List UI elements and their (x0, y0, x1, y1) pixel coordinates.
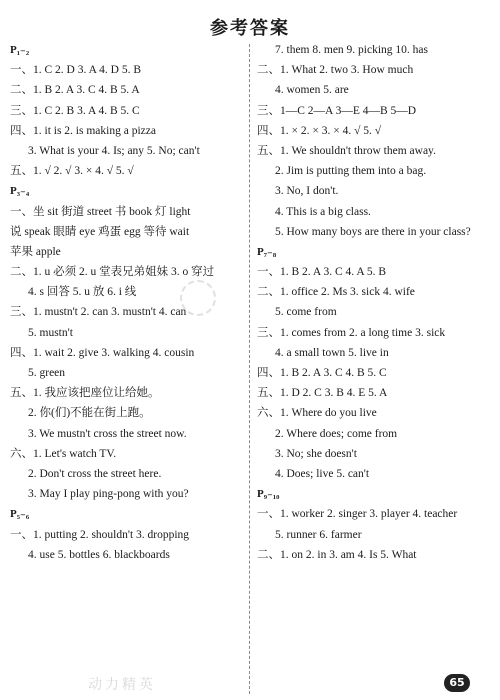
section-page-label: P₉₋₁₀ (257, 488, 280, 501)
answer-line: 3. No, I don't. (275, 185, 339, 198)
answer-line: 3. May I play ping-pong with you? (28, 488, 189, 501)
answer-line: 4. This is a big class. (275, 205, 371, 218)
answer-line: 四、1. it is 2. is making a pizza (10, 124, 156, 137)
answer-line: 说 speak 眼睛 eye 鸡蛋 egg 等待 wait (10, 225, 190, 238)
answer-line: 2. Where does; come from (275, 427, 398, 440)
page-number-badge: 65 (444, 674, 470, 692)
answer-line: 一、1. worker 2. singer 3. player 4. teacher (257, 508, 458, 521)
answer-line: 3. We mustn't cross the street now. (28, 427, 187, 440)
answer-line: 一、1. C 2. D 3. A 4. D 5. B (10, 64, 141, 77)
faint-stamp-icon (180, 280, 216, 316)
answer-line: 4. use 5. bottles 6. blackboards (28, 548, 170, 561)
answer-line: 五、1. We shouldn't throw them away. (257, 144, 436, 157)
answer-line: 4. Does; live 5. can't (275, 467, 370, 480)
answer-line: 三、1—C 2—A 3—E 4—B 5—D (257, 104, 417, 117)
answer-line: 五、1. 我应该把座位让给她。 (10, 387, 160, 400)
answer-line: 二、1. What 2. two 3. How much (257, 64, 414, 77)
answer-line: 二、1. u 必须 2. u 堂表兄弟姐妹 3. o 穿过 (10, 266, 215, 279)
right-answer-column (257, 40, 497, 565)
answer-line: 五、1. D 2. C 3. B 4. E 5. A (257, 387, 388, 400)
answer-line: 四、1. × 2. × 3. × 4. √ 5. √ (257, 124, 382, 137)
answer-line: 五、1. √ 2. √ 3. × 4. √ 5. √ (10, 165, 134, 178)
answer-line: 4. s 回答 5. u 放 6. i 线 (28, 286, 137, 299)
answer-line: 2. Don't cross the street here. (28, 467, 162, 480)
answer-line: 四、1. wait 2. give 3. walking 4. cousin (10, 346, 195, 359)
answer-line: 三、1. mustn't 2. can 3. mustn't 4. can (10, 306, 187, 319)
answer-line: 二、1. B 2. A 3. C 4. B 5. A (10, 84, 140, 97)
answer-line: 一、坐 sit 街道 street 书 book 灯 light (10, 205, 191, 218)
answer-line: 一、1. putting 2. shouldn't 3. dropping (10, 528, 190, 541)
answer-line: 5. green (28, 367, 66, 379)
section-page-label: P₅₋₆ (10, 508, 30, 521)
answer-line: 5. runner 6. farmer (275, 528, 362, 541)
answer-line: 4. women 5. are (275, 84, 349, 97)
answer-line: 7. them 8. men 9. picking 10. has (275, 44, 428, 56)
section-page-label: P₁₋₂ (10, 44, 30, 56)
section-page-label: P₇₋₈ (257, 245, 277, 258)
answer-line: 5. mustn't (28, 326, 73, 339)
answer-line: 三、1. comes from 2. a long time 3. sick (257, 326, 446, 339)
answer-line: 六、1. Let's watch TV. (10, 447, 117, 460)
answer-line: 一、1. B 2. A 3. C 4. A 5. B (257, 266, 387, 279)
answer-line: 二、1. on 2. in 3. am 4. Is 5. What (257, 548, 417, 561)
answer-line: 四、1. B 2. A 3. C 4. B 5. C (257, 367, 387, 379)
answer-line: 2. 你(们)不能在街上跑。 (28, 407, 151, 420)
answer-line: 5. come from (275, 306, 337, 319)
page-title: 参考答案 (210, 18, 290, 39)
section-page-label: P₃₋₄ (10, 185, 30, 198)
answer-line: 三、1. C 2. B 3. A 4. B 5. C (10, 104, 140, 117)
answer-line: 3. What is your 4. Is; any 5. No; can't (28, 144, 200, 157)
watermark-text: 动力精英 (88, 677, 156, 693)
answer-line: 5. How many boys are there in your class? (275, 225, 471, 238)
answer-line: 2. Jim is putting them into a bag. (275, 165, 427, 178)
answer-line: 苹果 apple (10, 245, 61, 258)
column-divider (249, 44, 250, 694)
answer-line: 3. No; she doesn't (275, 447, 357, 460)
answer-line: 二、1. office 2. Ms 3. sick 4. wife (257, 286, 415, 299)
answer-line: 4. a small town 5. live in (275, 346, 389, 359)
answer-line: 六、1. Where do you live (257, 407, 377, 420)
